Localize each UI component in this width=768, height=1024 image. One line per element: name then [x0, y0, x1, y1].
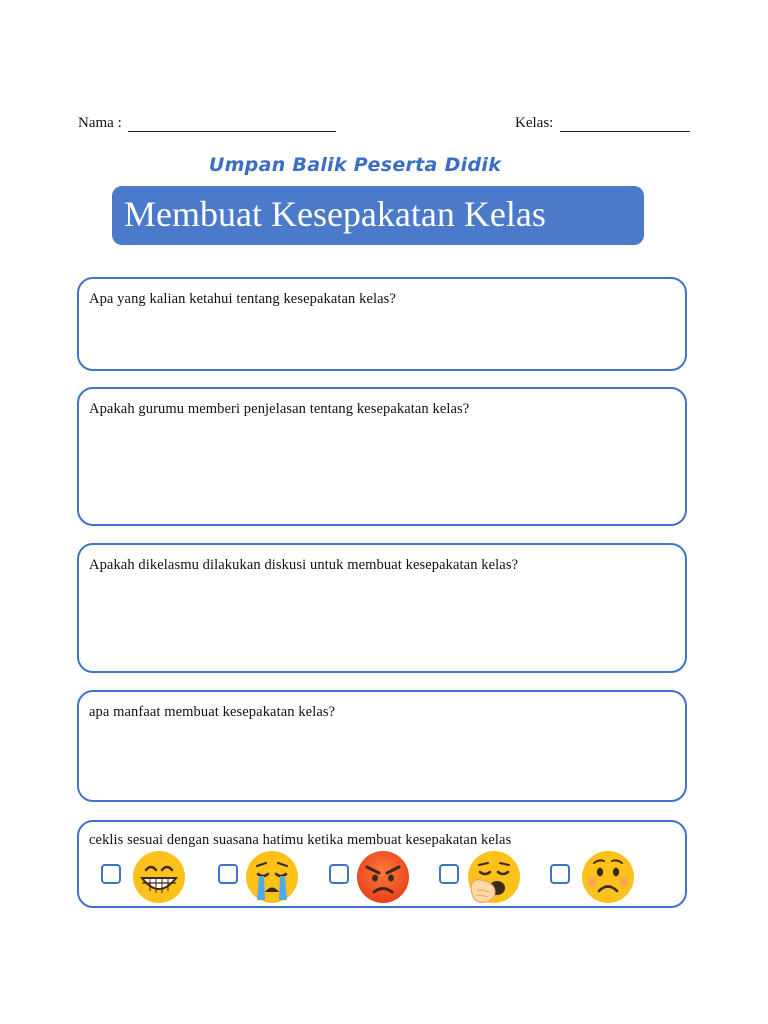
angry-face-icon	[356, 850, 410, 904]
question-box-3[interactable]	[77, 543, 687, 673]
mood-checklist-box	[77, 820, 687, 908]
question-text: Apa yang kalian ketahui tentang kesepakatan kelas?	[89, 291, 396, 307]
class-label: Kelas:	[515, 115, 554, 131]
mood-checkbox-crying[interactable]	[218, 864, 238, 884]
mood-checkbox-grinning[interactable]	[101, 864, 121, 884]
question-text: Apakah gurumu memberi penjelasan tentang kesepakatan kelas?	[89, 401, 470, 417]
page-title: Membuat Kesepakatan Kelas	[112, 186, 644, 245]
name-field[interactable]	[128, 131, 336, 132]
question-box-4[interactable]	[77, 690, 687, 802]
sad-face-icon	[581, 850, 635, 904]
mood-options	[79, 822, 685, 906]
question-text: Apakah dikelasmu dilakukan diskusi untuk membuat kesepakatan kelas?	[89, 557, 519, 573]
mood-checkbox-angry[interactable]	[329, 864, 349, 884]
question-text: apa manfaat membuat kesepakatan kelas?	[89, 704, 336, 720]
yawning-face-icon	[467, 850, 521, 904]
mood-prompt: ceklis sesuai dengan suasana hatimu ketika membuat kesepakatan kelas	[89, 832, 512, 848]
mood-checkbox-sad[interactable]	[550, 864, 570, 884]
crying-face-icon	[245, 850, 299, 904]
class-field[interactable]	[560, 131, 690, 132]
mood-checkbox-yawning[interactable]	[439, 864, 459, 884]
name-label: Nama :	[78, 115, 122, 131]
subtitle: Umpan Balik Peserta Didik	[208, 154, 502, 176]
question-box-2[interactable]	[77, 387, 687, 526]
grinning-face-icon	[132, 850, 186, 904]
question-box-1[interactable]	[77, 277, 687, 371]
